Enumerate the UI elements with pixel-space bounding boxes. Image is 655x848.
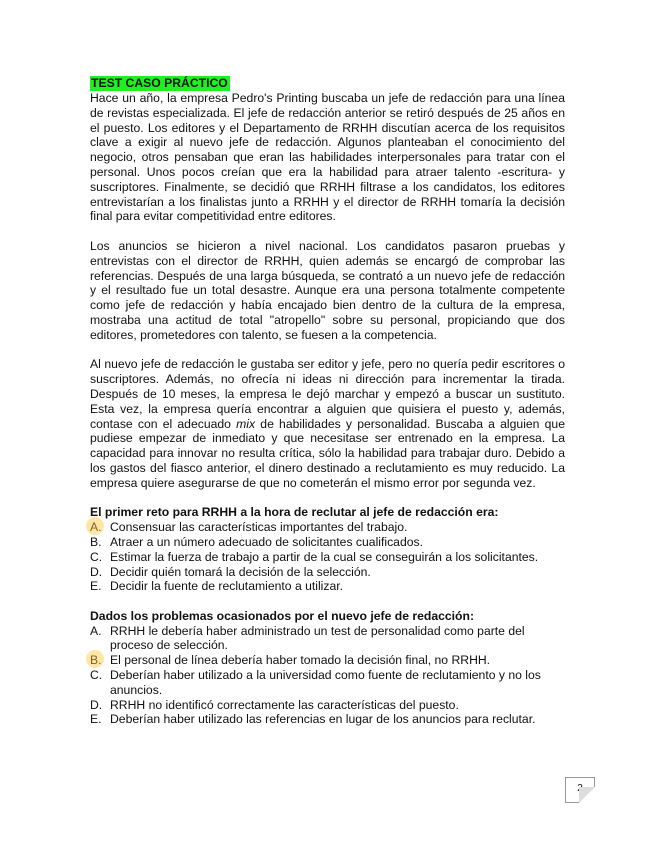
option-letter: B. (90, 534, 102, 549)
option-text: Decidir quién tomará la decisión de la selección. (110, 564, 371, 579)
option-letter-selected: B. (90, 653, 108, 668)
document-page (90, 76, 565, 742)
option-text: Atraer a un número adecuado de solicitantes cualificados. (110, 534, 424, 549)
option-text: Estimar la fuerza de trabajo a partir de la cual se conseguirán a los solicitantes. (110, 549, 539, 564)
question-2-option-e[interactable] (90, 712, 565, 727)
question-2-option-a[interactable] (90, 624, 565, 654)
question-1-heading: El primer reto para RRHH a la hora de reclutar al jefe de redacción era: (90, 505, 499, 520)
question-2-option-b[interactable] (90, 653, 565, 668)
question-1-option-a[interactable] (90, 520, 565, 535)
question-2-options (90, 624, 565, 728)
option-text: Consensuar las características importantes del trabajo. (110, 520, 408, 535)
option-letter: E. (90, 712, 102, 727)
option-text: Deberían haber utilizado las referencias en lugar de los anuncios para reclutar. (110, 712, 536, 727)
option-letter-selected: A. (90, 520, 108, 535)
option-letter: A. (90, 623, 102, 638)
option-text: El personal de línea debería haber tomado la decisión final, no RRHH. (110, 653, 491, 668)
question-1-options (90, 520, 565, 594)
page-number: 2 (565, 777, 595, 803)
paragraph-1: Hace un año, la empresa Pedro's Printing buscaba un jefe de redacción para una línea de revistas especializada. El jefe de redacción anterior se retiró después de 25 años en el puesto. Los editores y el Departamento de RRHH discutían acerca de los requisitos clave a exigir al nuevo jefe de redacción. Algunos planteaban el conocimiento del negocio, otros pensaban que eran las habilidades interpersonales para tratar con el personal. Unos pocos creían que era la habilidad para atraer talento -escritura- y suscriptores. Finalmente, se decidió que RRHH filtrase a los candidatos, los editores entrevistarían a los finalistas junto a RRHH y el director de RRHH tomaría la decisión final para evitar competitividad entre editores. (90, 91, 565, 224)
option-letter: D. (90, 697, 103, 712)
paragraph-3-before: Al nuevo jefe de redacción le gustaba ser editor y jefe, pero no quería pedir escritores o suscriptores. Además, no ofrecía ni ideas ni dirección para incrementar la tirada. Después de 10 meses, la empresa le dejó marchar y empezó a buscar un sustituto. Esta vez, la empresa quería encontrar a alguien que quisiera el puesto y, además, contase con el adecuado (90, 357, 565, 431)
option-text: RRHH le debería haber administrado un test de personalidad como parte del proceso de selección. (110, 623, 525, 653)
question-1-option-e[interactable] (90, 579, 565, 594)
document-title: TEST CASO PRÁCTICO (91, 76, 228, 90)
option-letter: C. (90, 668, 103, 683)
question-1 (90, 505, 565, 594)
question-2-option-c[interactable] (90, 668, 565, 698)
paragraph-3-after: de habilidades y personalidad. Buscaba a alguien que pudiese empezar de inmediato y que necesitase ser entrenado en la empresa. La capacidad para innovar no resulta crítica, sólo la habilidad para trabajar duro. Debido a los gastos del fiasco anterior, el dinero destinado a reclutamiento es muy reducido. La empresa quiere asegurarse de que no cometerán el mismo error por segunda vez. (90, 416, 565, 490)
option-letter: D. (90, 564, 103, 579)
option-letter: C. (90, 549, 103, 564)
question-1-option-c[interactable] (90, 550, 565, 565)
question-2 (90, 609, 565, 727)
question-1-option-b[interactable] (90, 535, 565, 550)
option-text: RRHH no identificó correctamente las características del puesto. (110, 697, 459, 712)
question-2-heading: Dados los problemas ocasionados por el nuevo jefe de redacción: (90, 608, 475, 623)
option-text: Decidir la fuente de reclutamiento a utilizar. (110, 579, 344, 594)
paragraph-3 (90, 357, 565, 490)
option-letter: E. (90, 579, 102, 594)
question-2-option-d[interactable] (90, 698, 565, 713)
question-1-option-d[interactable] (90, 565, 565, 580)
paragraph-2: Los anuncios se hicieron a nivel nacional. Los candidatos pasaron pruebas y entrevistas con el director de RRHH, quien además se encargó de comprobar las referencias. Después de una larga búsqueda, se contrató a un nuevo jefe de redacción y el resultado fue un total desastre. Aunque era una persona totalmente competente como jefe de redacción y había encajado bien dentro de la cultura de la empresa, mostraba una actitud de total "atropello" sobre su personal, propiciando que dos editores, prometedores con talento, se fuesen a la competencia. (90, 238, 565, 342)
option-text: Deberían haber utilizado a la universidad como fuente de reclutamiento y no los anuncios. (110, 668, 541, 697)
paragraph-3-italic: mix (236, 416, 256, 431)
